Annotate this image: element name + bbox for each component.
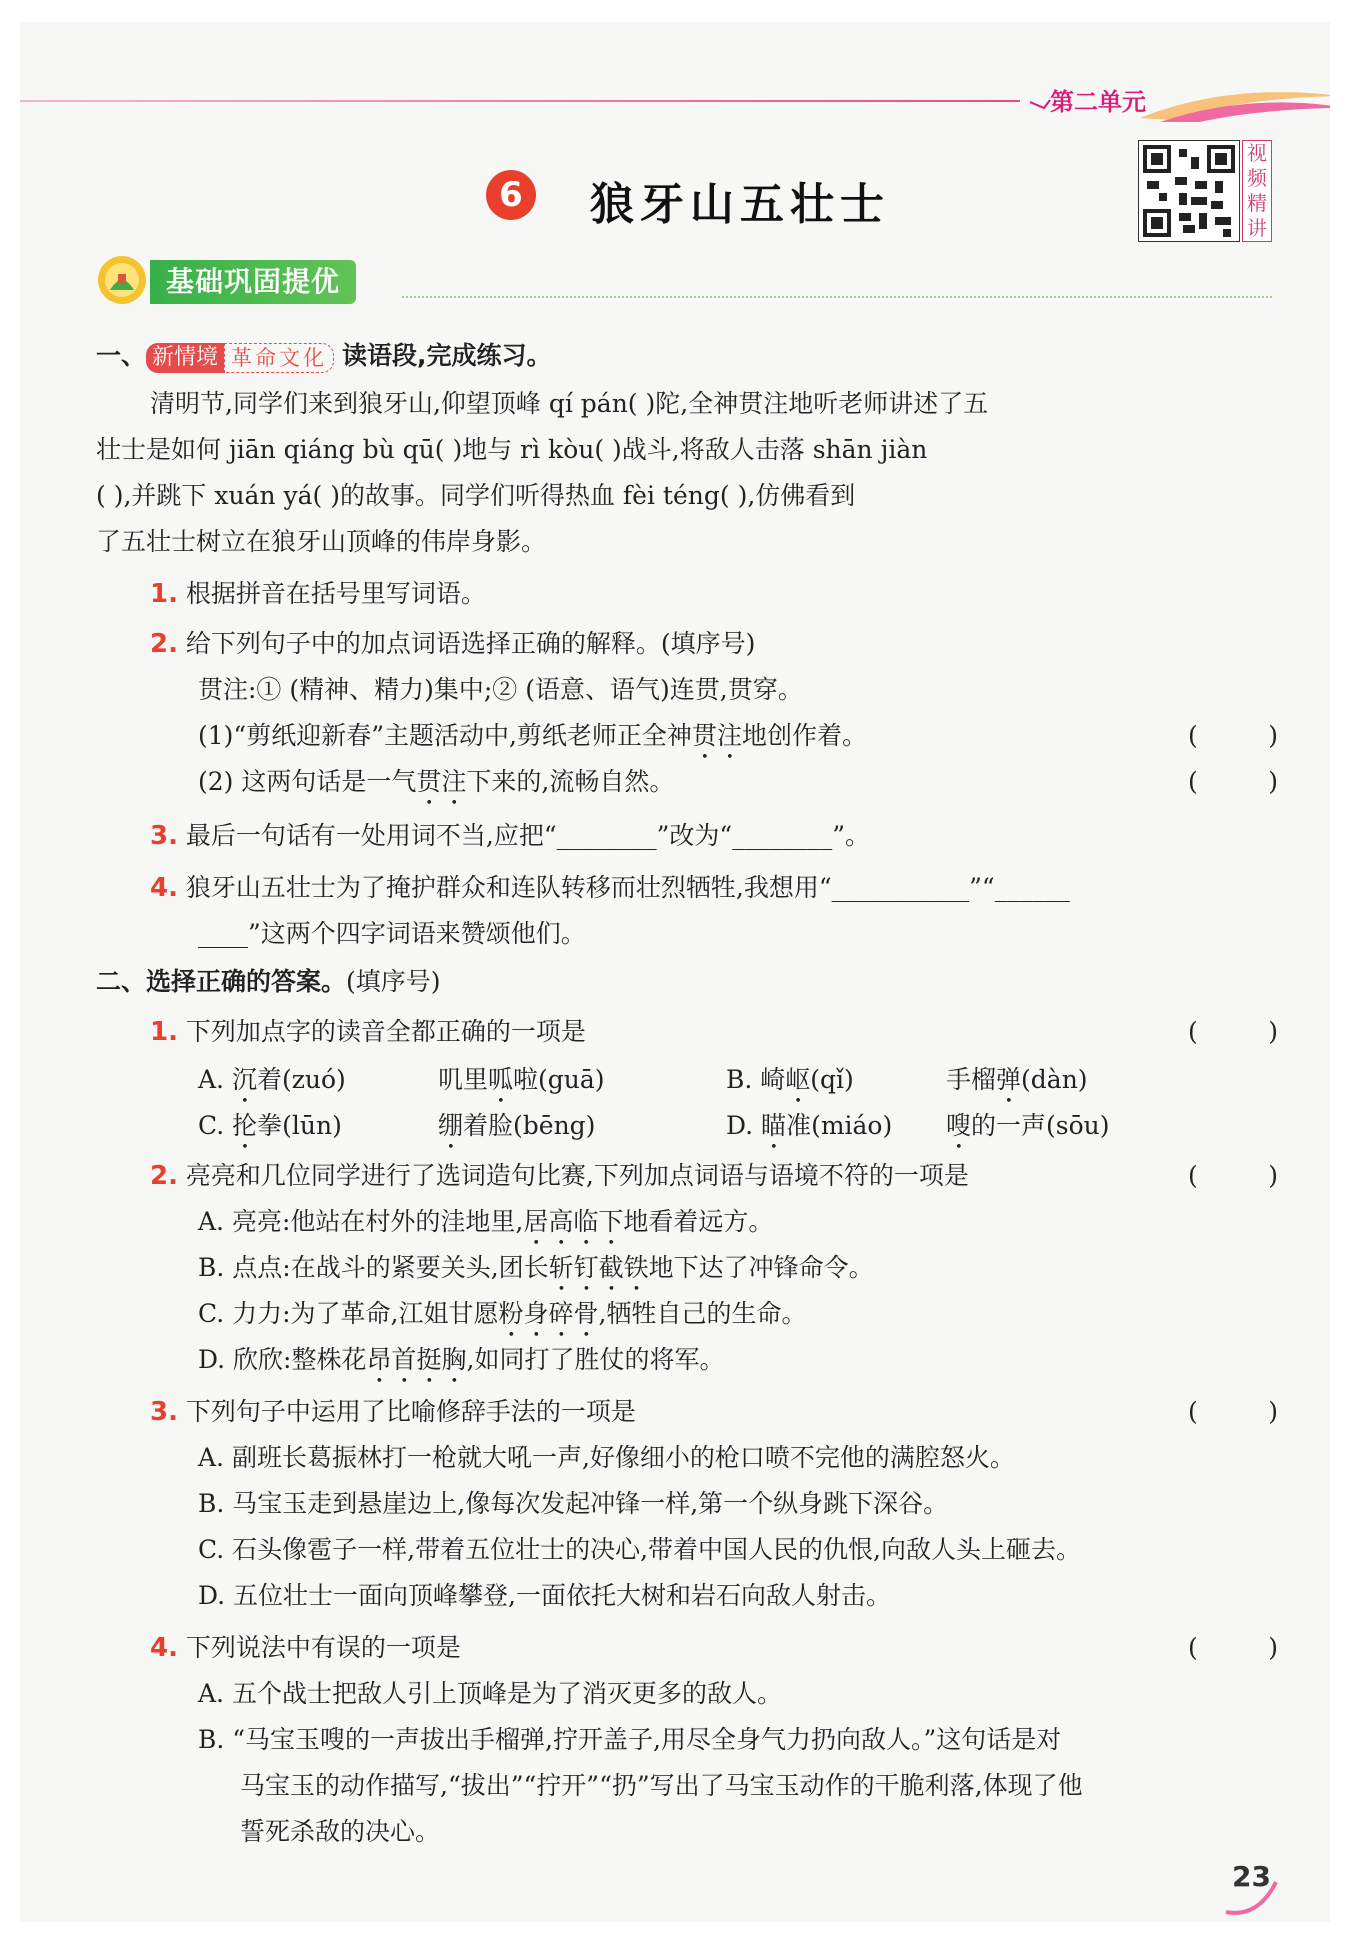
p2-q2	[150, 1158, 969, 1194]
option-text: 地看着远方。	[623, 1207, 774, 1236]
question-number: 3.	[150, 821, 178, 851]
dotted-char: 沉	[231, 1065, 257, 1094]
video-lesson-label[interactable]	[1242, 140, 1272, 242]
option-c1[interactable]	[198, 1108, 342, 1155]
sentence-part: (2) 这两句话是一气	[198, 767, 417, 796]
section-divider	[402, 296, 1272, 298]
option-a[interactable]: A. 五个战士把敌人引上顶峰是为了消灭更多的敌人。	[198, 1679, 782, 1708]
passage-line-1: 清明节,同学们来到狼牙山,仰望顶峰 qí pán( )陀,全神贯注地听老师讲述了五	[150, 389, 989, 418]
option-text: 拳(lūn)	[257, 1111, 342, 1140]
question-text: 下列加点字的读音全都正确的一项是	[185, 1017, 586, 1046]
passage-line-2: 壮士是如何 jiān qiáng bù qū( )地与 rì kòu( )战斗,将敌人击落 shān jiàn	[96, 435, 928, 464]
question-number: 2.	[150, 629, 178, 659]
dotted-word: 贯注	[691, 721, 742, 750]
question-number: 1.	[150, 579, 178, 609]
qr-label-char: 讲	[1247, 216, 1267, 240]
p2-q1	[150, 1014, 586, 1050]
page-number: 23	[1232, 1860, 1271, 1893]
dotted-char: 弹	[996, 1065, 1022, 1094]
question-number: 4.	[150, 1633, 178, 1663]
part2-note: (填序号)	[346, 967, 441, 996]
dotted-word: 粉身碎骨	[498, 1299, 599, 1328]
question-number: 2.	[150, 1161, 178, 1191]
dotted-char: 绷	[438, 1111, 464, 1140]
question-number: 4.	[150, 873, 178, 903]
option-text: (dàn)	[1021, 1065, 1088, 1094]
question-number: 3.	[150, 1397, 178, 1427]
dotted-char: 岖	[785, 1065, 811, 1094]
p2-q4	[150, 1630, 461, 1666]
section-sun-icon	[96, 254, 148, 306]
option-b[interactable]	[198, 1250, 874, 1297]
option-d[interactable]: D. 五位壮士一面向顶峰攀登,一面依托大树和岩石向敌人射击。	[198, 1581, 891, 1610]
option-text: 崎	[760, 1065, 786, 1094]
option-b1[interactable]	[726, 1062, 854, 1109]
lesson-title: 狼牙山五壮士	[590, 179, 890, 230]
qr-label-char: 精	[1247, 191, 1267, 215]
option-text: 的一声(sōu)	[971, 1111, 1110, 1140]
unit-label: 第二单元	[1050, 88, 1146, 116]
dotted-char: 瞄	[761, 1111, 787, 1140]
answer-paren[interactable]: ( )	[1188, 1633, 1278, 1662]
option-text: D. 欣欣:整株花	[198, 1345, 367, 1374]
option-text: 着(zuó)	[256, 1065, 346, 1094]
option-text: A. 亮亮:他站在村外的洼地里,	[198, 1207, 524, 1236]
option-text: ,牺牲自己的生命。	[598, 1299, 807, 1328]
option-a[interactable]	[198, 1204, 773, 1251]
part1-instruction: 读语段,完成练习。	[341, 341, 552, 370]
option-b-line-3: 誓死杀敌的决心。	[240, 1817, 441, 1846]
dotted-char: 抡	[232, 1111, 258, 1140]
lesson-number-badge: 6	[486, 170, 536, 220]
option-text: 着脸(bēng)	[463, 1111, 596, 1140]
question-text: 给下列句子中的加点词语选择正确的解释。(填序号)	[185, 629, 756, 658]
question-text: 根据拼音在括号里写词语。	[185, 579, 486, 608]
option-label: C.	[198, 1111, 233, 1140]
option-a2	[438, 1062, 605, 1109]
dotted-word: 斩钉截铁	[548, 1253, 649, 1282]
answer-paren[interactable]: ( )	[1188, 1017, 1278, 1046]
option-text: C. 力力:为了革命,江姐甘愿	[198, 1299, 499, 1328]
section-banner: 基础巩固提优	[150, 260, 356, 304]
question-text: 最后一句话有一处用词不当,应把“________”改为“________”。	[185, 821, 870, 850]
option-label: A.	[198, 1065, 232, 1094]
p1-q2	[150, 626, 755, 662]
p1-q4-line-2: ____”这两个四字词语来赞颂他们。	[198, 919, 586, 948]
option-text: 准(miáo)	[786, 1111, 893, 1140]
part2-title: 二、选择正确的答案。	[96, 967, 347, 996]
option-text: 叽里	[438, 1065, 489, 1094]
culture-tag: 革命文化	[224, 343, 334, 373]
part2-heading	[96, 964, 441, 1000]
header-rule	[20, 100, 1020, 102]
option-label: D.	[726, 1111, 762, 1140]
question-text: 狼牙山五壮士为了掩护群众和连队转移而壮烈牺牲,我想用“___________”“______	[185, 873, 1070, 902]
option-b[interactable]: B. 马宝玉走到悬崖边上,像每次发起冲锋一样,第一个纵身跳下深谷。	[198, 1489, 949, 1518]
option-text: 啦(guā)	[513, 1065, 605, 1094]
sentence-part: 地创作着。	[741, 721, 867, 750]
option-a[interactable]: A. 副班长葛振林打一枪就大吼一声,好像细小的枪口喷不完他的满腔怒火。	[198, 1443, 1015, 1472]
p1-q3	[150, 818, 870, 854]
question-text: 下列说法中有误的一项是	[185, 1633, 461, 1662]
answer-paren[interactable]: ( )	[1188, 767, 1278, 796]
dotted-char: 嗖	[946, 1111, 972, 1140]
question-number: 1.	[150, 1017, 178, 1047]
p1-q2-sentence-2	[198, 764, 674, 811]
qr-label-char: 视	[1247, 141, 1267, 165]
option-text: B. 点点:在战斗的紧要关头,团长	[198, 1253, 549, 1282]
option-b-line-2: 马宝玉的动作描写,“拔出”“拧开”“扔”写出了马宝玉动作的干脆利落,体现了他	[240, 1771, 1083, 1800]
p2-q3	[150, 1394, 636, 1430]
answer-paren[interactable]: ( )	[1188, 1161, 1278, 1190]
option-d[interactable]	[198, 1342, 724, 1389]
dotted-word: 居高临下	[523, 1207, 624, 1236]
qr-label-char: 频	[1247, 166, 1267, 190]
option-text: 手榴	[946, 1065, 997, 1094]
p1-q2-sentence-1	[198, 718, 867, 765]
p1-q2-definition: 贯注:① (精神、精力)集中;② (语意、语气)连贯,贯穿。	[198, 675, 803, 704]
dotted-word: 贯注	[416, 767, 467, 796]
sentence-part: (1)“剪纸迎新春”主题活动中,剪纸老师正全神	[198, 721, 692, 750]
option-d2	[946, 1108, 1110, 1155]
option-c[interactable]: C. 石头像雹子一样,带着五位壮士的决心,带着中国人民的仇恨,向敌人头上砸去。	[198, 1535, 1081, 1564]
option-c2	[438, 1108, 595, 1155]
option-label: B.	[726, 1065, 761, 1094]
part1-prefix: 一、	[96, 341, 147, 370]
option-text: ,如同打了胜仗的将军。	[466, 1345, 725, 1374]
part1-heading	[96, 338, 551, 374]
answer-paren[interactable]: ( )	[1188, 1397, 1278, 1426]
new-context-tag: 新情境	[146, 343, 224, 373]
dotted-char: 呱	[488, 1065, 514, 1094]
question-text: 亮亮和几位同学进行了选词造句比赛,下列加点词语与语境不符的一项是	[185, 1161, 969, 1190]
passage-line-3: ( ),并跳下 xuán yá( )的故事。同学们听得热血 fèi téng( ),仿佛看到	[96, 481, 856, 510]
option-b[interactable]: B. “马宝玉嗖的一声拔出手榴弹,拧开盖子,用尽全身气力扔向敌人。”这句话是对	[198, 1725, 1062, 1754]
passage-line-4: 了五壮士树立在狼牙山顶峰的伟岸身影。	[96, 527, 547, 556]
option-b2	[946, 1062, 1088, 1109]
option-a1[interactable]	[198, 1062, 346, 1109]
workbook-page	[20, 22, 1330, 1922]
option-d1[interactable]	[726, 1108, 892, 1155]
sentence-part: 下来的,流畅自然。	[466, 767, 675, 796]
dotted-word: 昂首挺胸	[366, 1345, 467, 1374]
option-text: (qǐ)	[810, 1065, 854, 1094]
p1-q4	[150, 870, 1070, 906]
option-text: 地下达了冲锋命令。	[648, 1253, 874, 1282]
p1-q1	[150, 576, 486, 612]
answer-paren[interactable]: ( )	[1188, 721, 1278, 750]
qr-code-icon[interactable]	[1138, 140, 1240, 242]
question-text: 下列句子中运用了比喻修辞手法的一项是	[185, 1397, 636, 1426]
option-c[interactable]	[198, 1296, 806, 1343]
